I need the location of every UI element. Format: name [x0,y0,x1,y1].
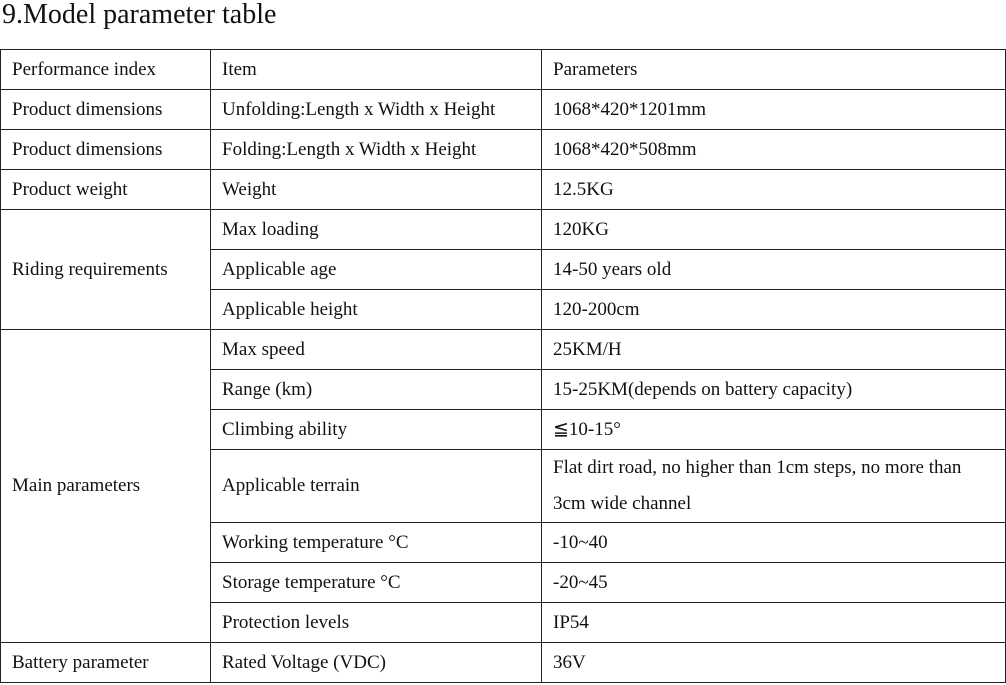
value-cell: 15-25KM(depends on battery capacity) [542,370,1006,410]
item-cell: Weight [211,170,542,210]
value-cell: 12.5KG [542,170,1006,210]
value-cell: 25KM/H [542,330,1006,370]
table-row [1,330,1006,370]
table-row [1,210,1006,250]
value-cell: -10~40 [542,523,1006,563]
item-cell: Range (km) [211,370,542,410]
table-row [1,90,1006,130]
item-cell: Applicable height [211,290,542,330]
item-cell: Max loading [211,210,542,250]
header-item: Item [211,50,542,90]
value-cell: -20~45 [542,563,1006,603]
group-label-riding-requirements: Riding requirements [1,210,211,330]
value-cell: 14-50 years old [542,250,1006,290]
item-cell: Climbing ability [211,410,542,450]
item-cell: Storage temperature °C [211,563,542,603]
item-cell: Protection levels [211,603,542,643]
value-cell: ≦10-15° [542,410,1006,450]
header-performance-index: Performance index [1,50,211,90]
value-cell: 120-200cm [542,290,1006,330]
item-cell: Applicable age [211,250,542,290]
group-label-product-dimensions-folding: Product dimensions [1,130,211,170]
group-label-battery-parameter: Battery parameter [1,643,211,683]
item-cell: Working temperature °C [211,523,542,563]
group-label-product-dimensions-unfolding: Product dimensions [1,90,211,130]
table-header-row [1,50,1006,90]
value-cell: 1068*420*508mm [542,130,1006,170]
value-cell: Flat dirt road, no higher than 1cm steps, no more than 3cm wide channel [542,450,1006,523]
group-label-product-weight: Product weight [1,170,211,210]
item-cell: Max speed [211,330,542,370]
item-cell: Applicable terrain [211,450,542,523]
item-cell: Folding:Length x Width x Height [211,130,542,170]
table-row [1,130,1006,170]
value-cell: 120KG [542,210,1006,250]
item-cell: Unfolding:Length x Width x Height [211,90,542,130]
value-cell: 36V [542,643,1006,683]
model-parameter-table [0,49,1006,683]
header-parameters: Parameters [542,50,1006,90]
value-cell: 1068*420*1201mm [542,90,1006,130]
table-row [1,643,1006,683]
page-title: 9.Model parameter table [2,0,277,30]
group-label-main-parameters: Main parameters [1,330,211,643]
table-row [1,170,1006,210]
item-cell: Rated Voltage (VDC) [211,643,542,683]
value-cell: IP54 [542,603,1006,643]
